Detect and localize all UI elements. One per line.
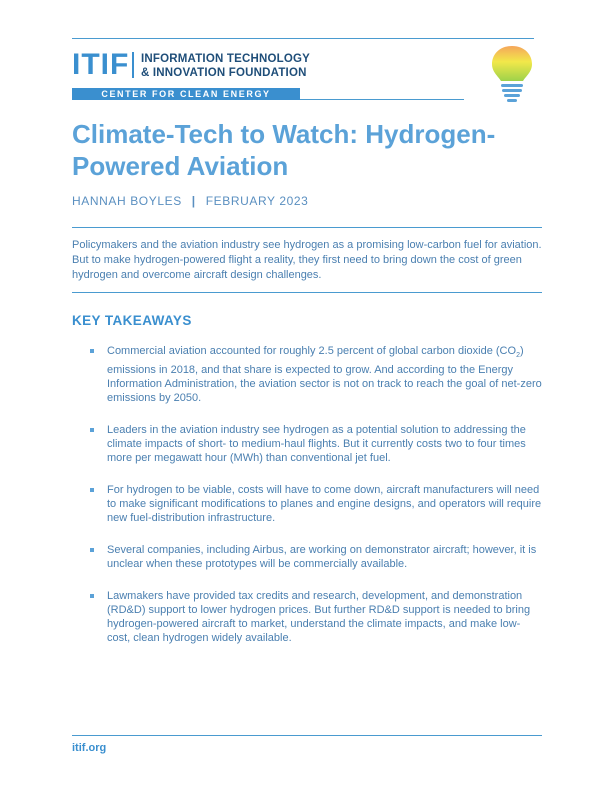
takeaway-text: For hydrogen to be viable, costs will have to come down, aircraft manufacturers will need to make significant modifications to planes and engine designs, and operators will require new fuel-distribution infrastructure.: [107, 484, 542, 525]
org-name-line2: & INNOVATION FOUNDATION: [141, 67, 307, 79]
byline: [72, 194, 308, 208]
list-item: [90, 423, 542, 465]
footer-rule: [72, 735, 542, 736]
center-name-banner: CENTER FOR CLEAN ENERGY INNOVATION: [72, 88, 300, 100]
key-takeaways-heading: KEY TAKEAWAYS: [72, 313, 192, 328]
list-item: [90, 543, 542, 571]
title-line-1: Climate-Tech to Watch: Hydrogen-: [72, 119, 496, 149]
title-line-2: Powered Aviation: [72, 151, 289, 181]
org-name-line1: INFORMATION TECHNOLOGY: [141, 53, 311, 65]
footer-website-link[interactable]: itif.org: [72, 742, 107, 754]
summary-top-rule: [72, 227, 542, 228]
page-title: [72, 118, 542, 182]
byline-separator: |: [191, 194, 196, 208]
banner-rule: [300, 99, 464, 100]
publication-date: FEBRUARY 2023: [205, 194, 309, 208]
takeaway-text: Several companies, including Airbus, are working on demonstrator aircraft; however, it is unclear when these prototypes will be commercially available.: [107, 544, 537, 571]
key-takeaways-list: [90, 344, 542, 663]
list-item: [90, 344, 542, 405]
header-top-rule: [72, 38, 534, 39]
summary-text: Policymakers and the aviation industry see hydrogen as a promising low-carbon fuel for aviation. But to make hydrogen-powered flight a reality, they first need to bring down the cost of green hydrogen and overcome aircraft design challenges.: [72, 239, 542, 281]
logo-separator: [132, 52, 134, 78]
list-item: [90, 483, 542, 525]
author-name: HANNAH BOYLES: [72, 194, 182, 208]
summary-bottom-rule: [72, 292, 542, 293]
bullet-icon: [90, 488, 94, 492]
takeaway-text: Leaders in the aviation industry see hydrogen as a potential solution to addressing the climate impacts of short- to medium-haul flights. But it currently costs two to four times more per megawatt hour (MWh) than conventional jet fuel.: [107, 424, 526, 465]
itif-logo[interactable]: ITIF: [72, 48, 130, 81]
organization-name: [141, 52, 310, 80]
bullet-icon: [90, 594, 94, 598]
takeaway-text: Commercial aviation accounted for roughly 2.5 percent of global carbon dioxide $(CO_2)$ emissions in 2018, and that share is expected to grow. And according to the Energy Information Administration, the aviation sector is not on track to reach the goal of net-zero emissions by 2050.: [107, 345, 542, 405]
list-item: [90, 589, 542, 645]
bullet-icon: [90, 349, 94, 353]
bullet-icon: [90, 548, 94, 552]
bullet-icon: [90, 428, 94, 432]
takeaway-text: Lawmakers have provided tax credits and research, development, and demonstration (RD&D) support to lower hydrogen prices. But further RD&D support is needed to bring hydrogen-powered aircraft to market, understand the climate impacts, and make low-cost, clean hydrogen widely available.: [107, 590, 531, 645]
lightbulb-icon: [490, 44, 534, 104]
